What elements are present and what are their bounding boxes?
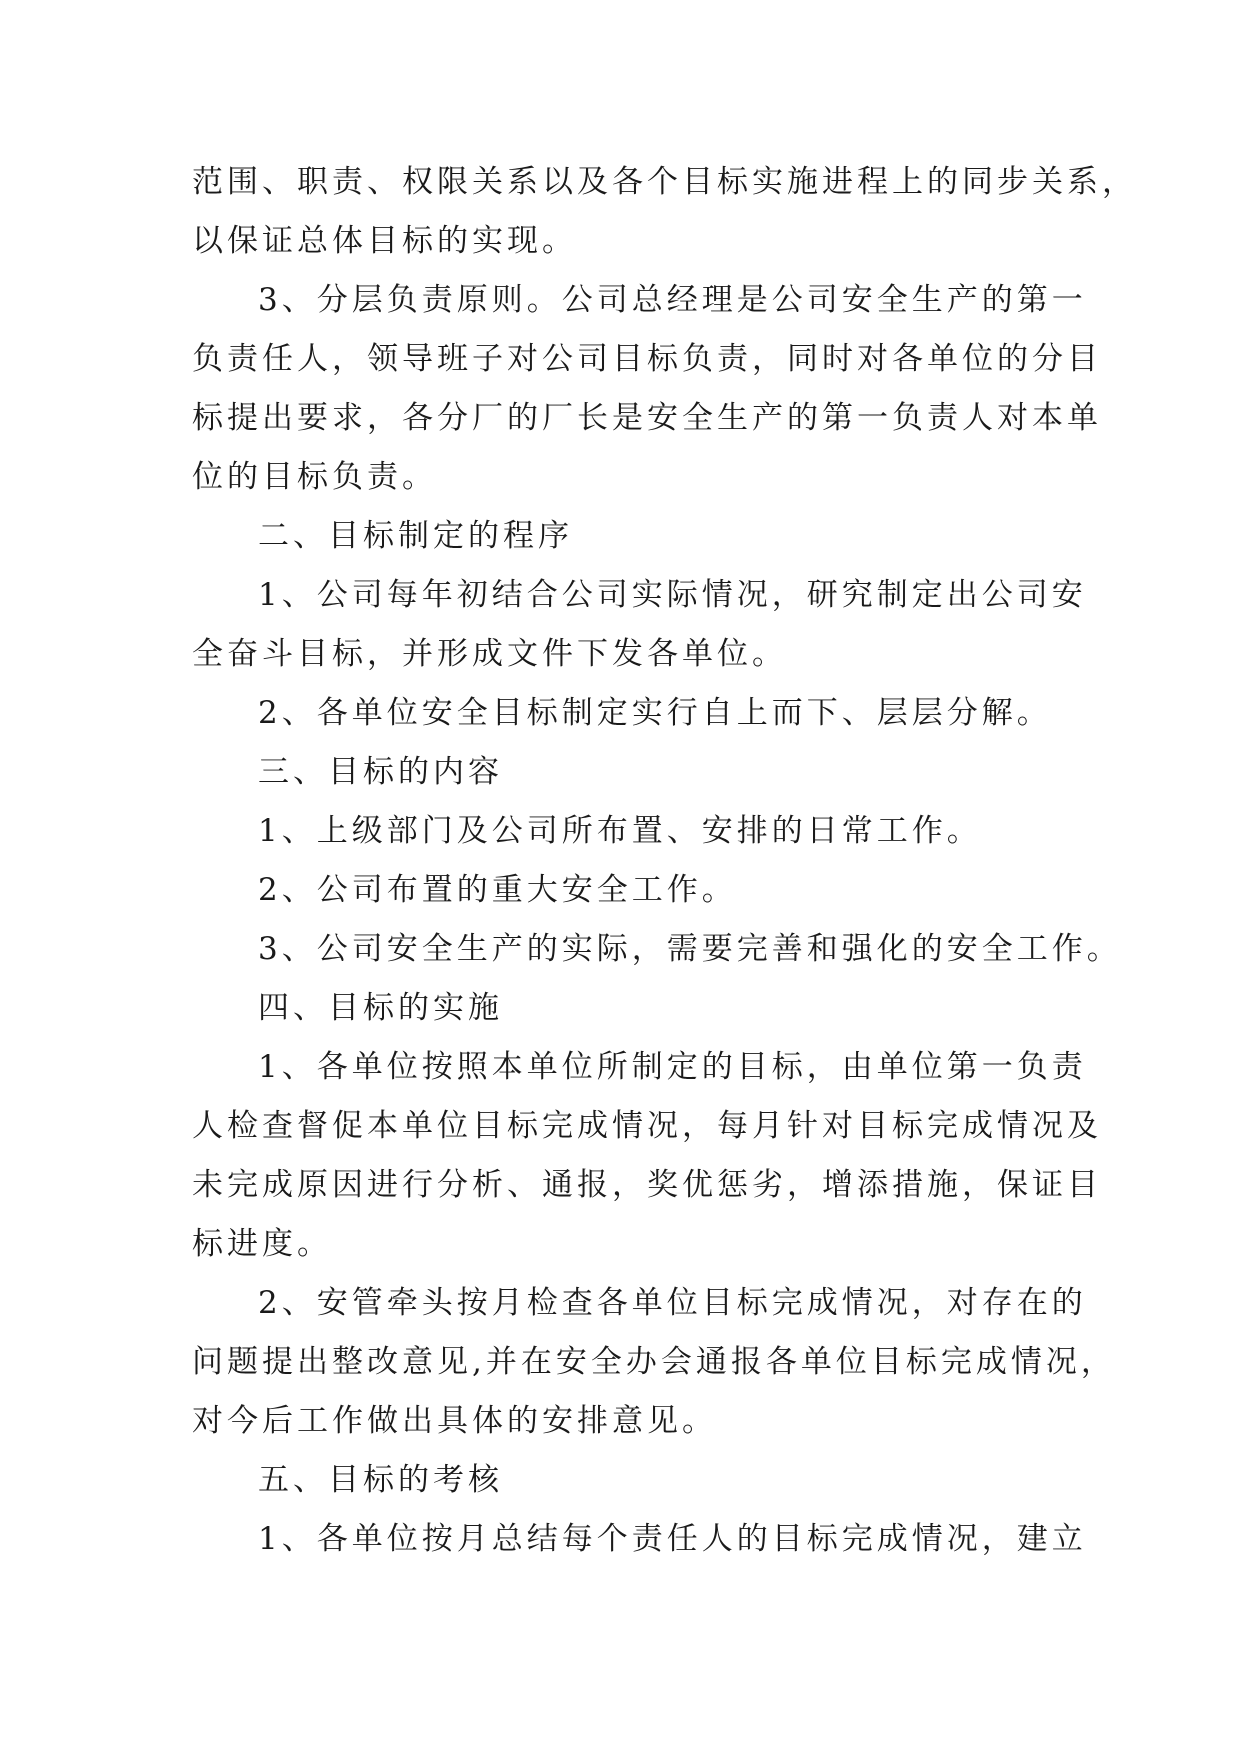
text-line: 范围、职责、权限关系以及各个目标实施进程上的同步关系， <box>192 164 1137 200</box>
section-heading: 二、目标制定的程序 <box>258 518 573 554</box>
paragraph-content-1 <box>192 802 1072 861</box>
text-line: 问题提出整改意见,并在安全办会通报各单位目标完成情况， <box>192 1344 1116 1380</box>
text-line: 1、公司每年初结合公司实际情况，研究制定出公司安 <box>258 577 1087 613</box>
section-heading-procedure <box>192 507 1072 566</box>
document-body <box>192 153 1137 1569</box>
text-line: 以保证总体目标的实现。 <box>192 223 577 259</box>
section-heading-content <box>192 743 1072 802</box>
section-heading: 三、目标的内容 <box>258 754 503 790</box>
text-line: 标提出要求，各分厂的厂长是安全生产的第一负责人对本单 <box>192 400 1102 436</box>
text-line: 负责任人，领导班子对公司目标负责，同时对各单位的分目 <box>192 341 1102 377</box>
text-line: 对今后工作做出具体的安排意见。 <box>192 1403 717 1439</box>
text-line: 1、上级部门及公司所布置、安排的日常工作。 <box>258 813 982 849</box>
paragraph-layered-responsibility <box>192 271 1102 507</box>
paragraph-content-2 <box>192 861 1072 920</box>
text-line: 2、安管牵头按月检查各单位目标完成情况，对存在的 <box>258 1285 1087 1321</box>
section-heading-implementation <box>192 979 1072 1038</box>
paragraph-implementation-1 <box>192 1038 1102 1274</box>
paragraph-scope-continuation <box>192 153 1137 271</box>
text-line: 位的目标负责。 <box>192 459 437 495</box>
text-line: 1、各单位按照本单位所制定的目标，由单位第一负责 <box>258 1049 1087 1085</box>
section-heading-assessment <box>192 1451 1072 1510</box>
paragraph-procedure-1 <box>192 566 1087 684</box>
text-line: 未完成原因进行分析、通报，奖优惩劣，增添措施，保证目 <box>192 1167 1102 1203</box>
text-line: 人检查督促本单位目标完成情况，每月针对目标完成情况及 <box>192 1108 1102 1144</box>
text-line: 2、公司布置的重大安全工作。 <box>258 872 737 908</box>
paragraph-content-3 <box>192 920 1122 979</box>
section-heading: 五、目标的考核 <box>258 1462 503 1498</box>
paragraph-assessment-1 <box>192 1510 1087 1569</box>
text-line: 1、各单位按月总结每个责任人的目标完成情况，建立 <box>258 1521 1087 1557</box>
text-line: 2、各单位安全目标制定实行自上而下、层层分解。 <box>258 695 1052 731</box>
paragraph-implementation-2 <box>192 1274 1116 1451</box>
paragraph-procedure-2 <box>192 684 1072 743</box>
text-line: 3、分层负责原则。公司总经理是公司安全生产的第一 <box>258 282 1087 318</box>
text-line: 3、公司安全生产的实际，需要完善和强化的安全工作。 <box>258 931 1122 967</box>
text-line: 标进度。 <box>192 1226 332 1262</box>
section-heading: 四、目标的实施 <box>258 990 503 1026</box>
text-line: 全奋斗目标，并形成文件下发各单位。 <box>192 636 787 672</box>
